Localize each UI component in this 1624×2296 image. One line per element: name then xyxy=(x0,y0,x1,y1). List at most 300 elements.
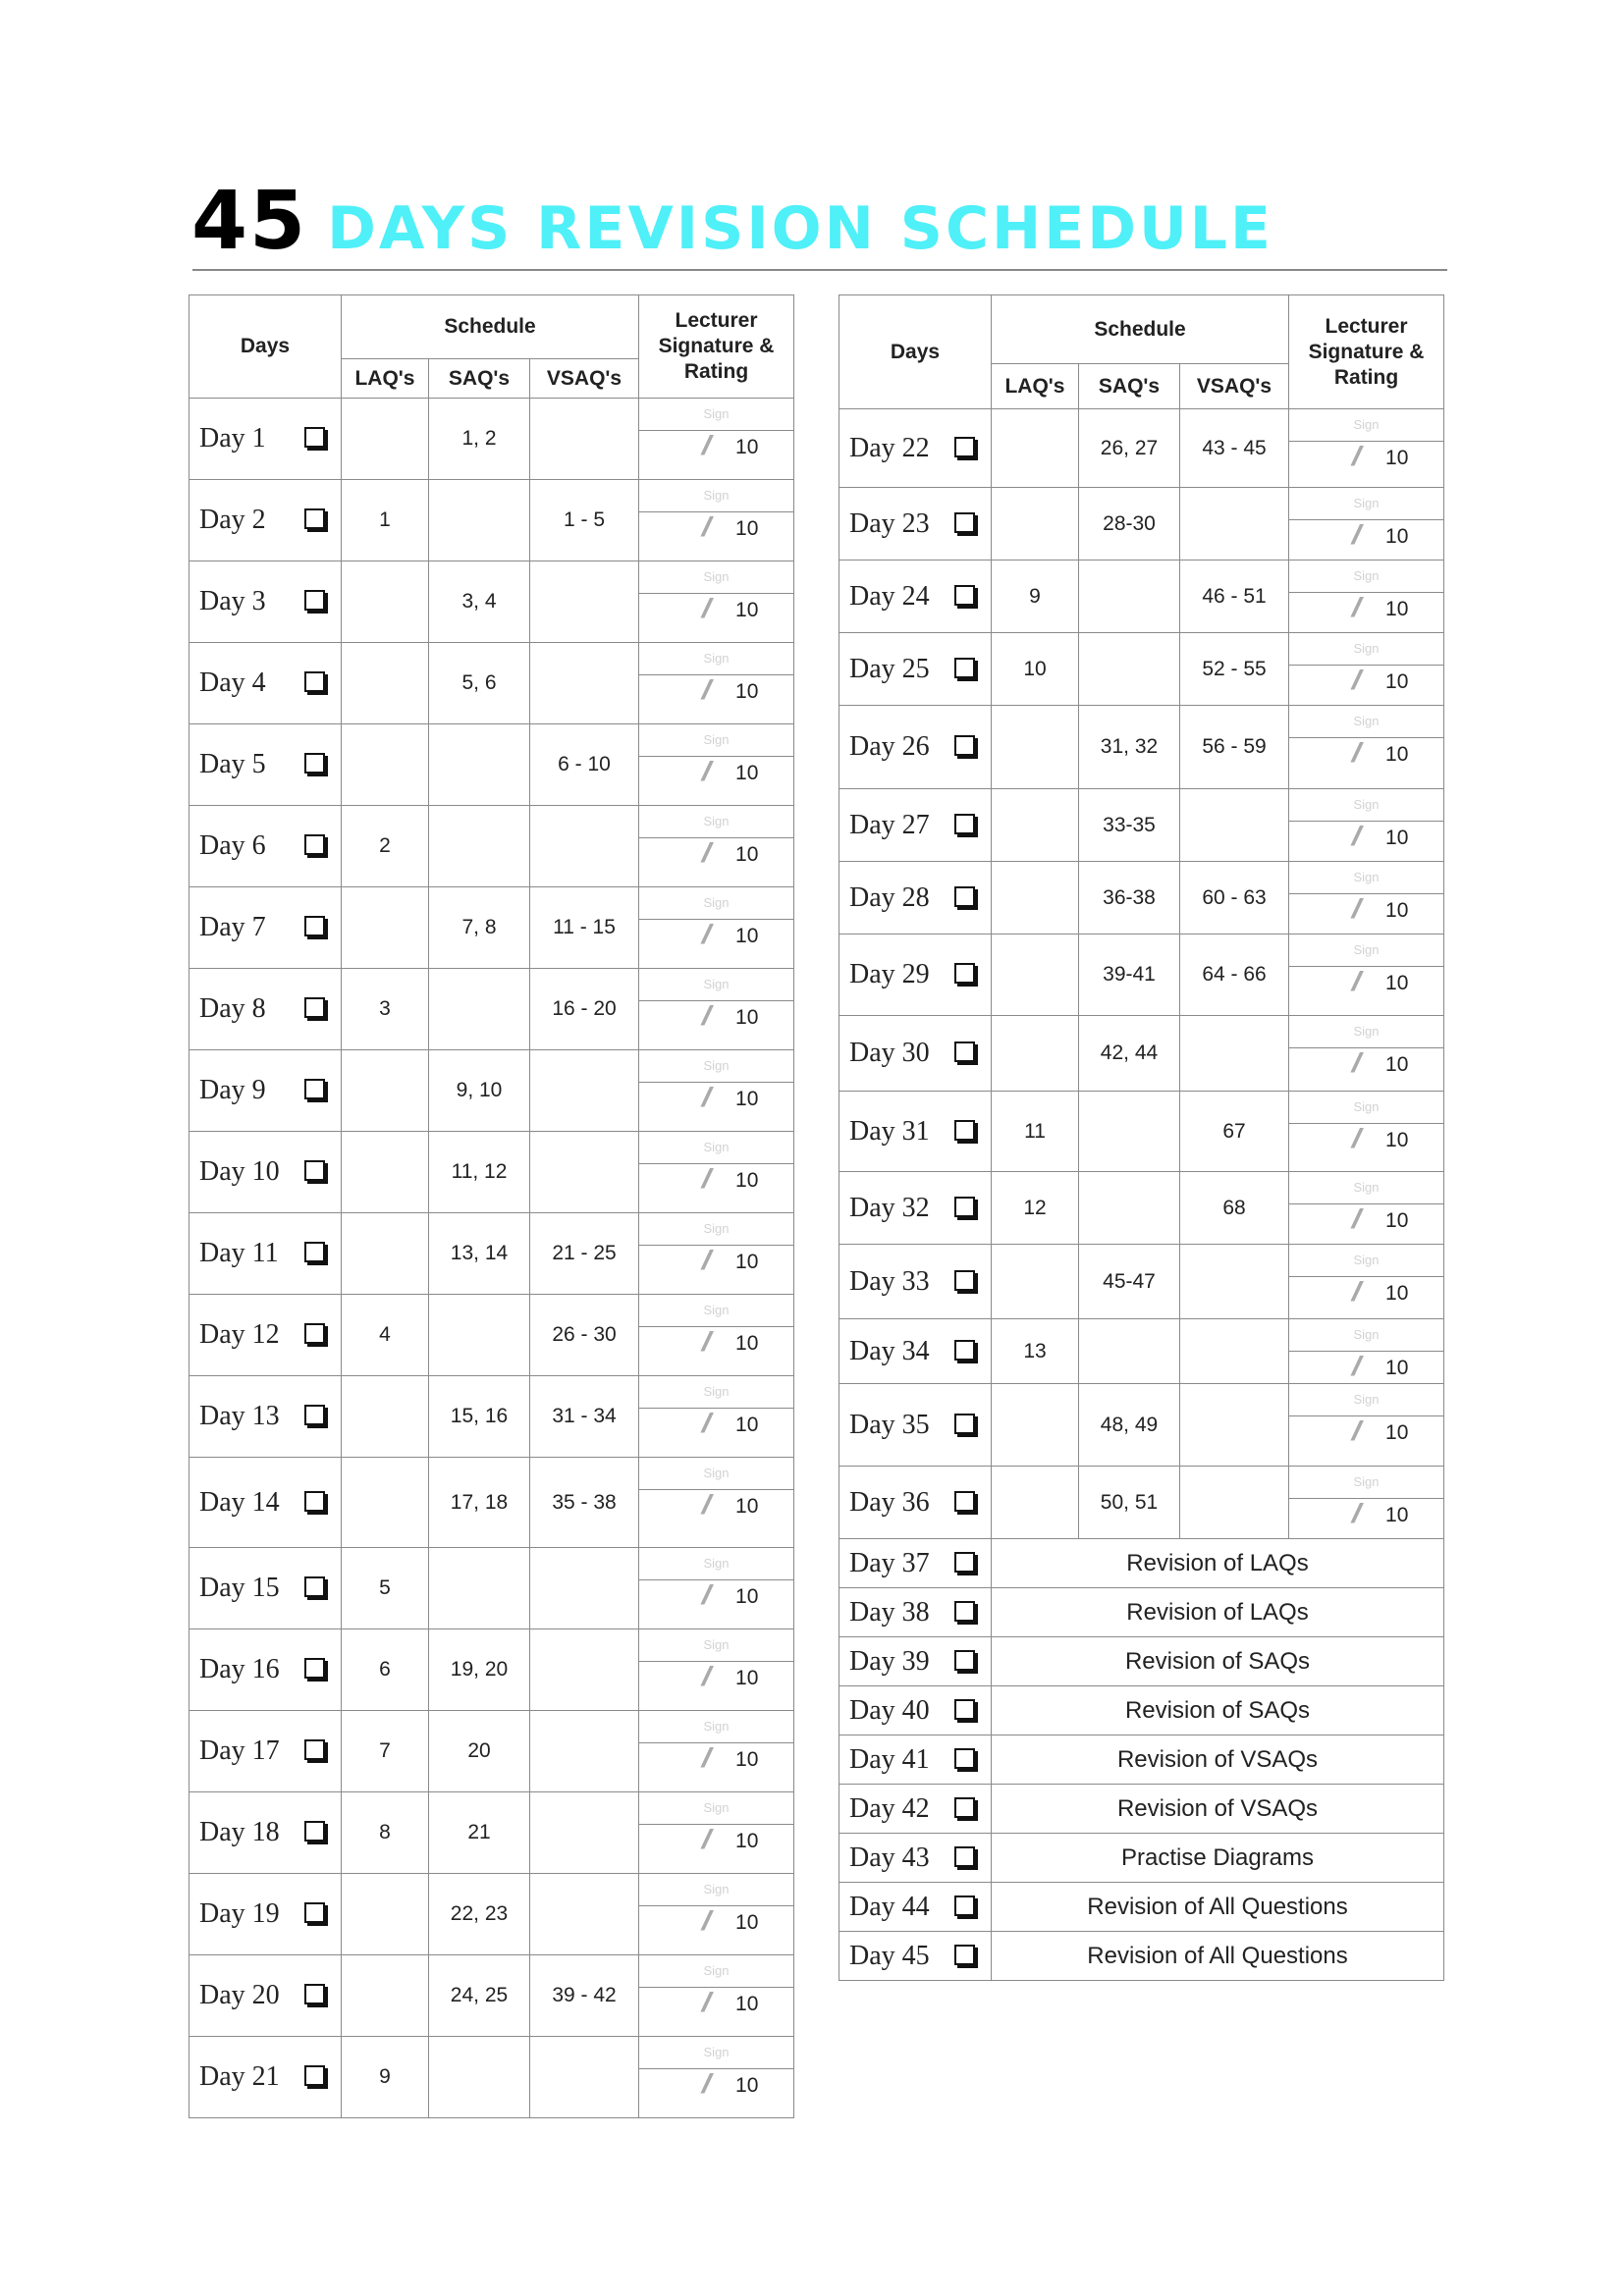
sign-field[interactable]: Sign xyxy=(1289,1467,1443,1499)
day-checkbox[interactable] xyxy=(304,1491,325,1512)
rating-slash: // xyxy=(1352,1203,1356,1234)
laq-cell xyxy=(342,1376,429,1458)
saq-cell xyxy=(1079,1319,1180,1384)
schedule-row xyxy=(189,2037,794,2118)
day-label: Day 34 xyxy=(849,1335,930,1366)
day-label: Day 6 xyxy=(199,830,266,861)
vsaq-cell: 11 - 15 xyxy=(530,887,639,969)
sign-field[interactable]: Sign xyxy=(639,1295,793,1327)
day-label: Day 8 xyxy=(199,993,266,1024)
laq-cell: 1 xyxy=(342,480,429,561)
lecturer-cell xyxy=(639,1050,794,1132)
sign-field[interactable]: Sign xyxy=(1289,934,1443,967)
day-cell xyxy=(839,706,992,789)
day-label: Day 20 xyxy=(199,1980,280,2010)
rating-max: 10 xyxy=(735,1414,759,1436)
saq-cell: 19, 20 xyxy=(429,1629,530,1711)
lecturer-box xyxy=(639,1874,793,1936)
sign-field[interactable]: Sign xyxy=(639,1548,793,1580)
day-checkbox[interactable] xyxy=(304,834,325,855)
schedule-row xyxy=(189,1629,794,1711)
day-cell xyxy=(839,409,992,488)
sign-field[interactable]: Sign xyxy=(1289,789,1443,822)
day-cell xyxy=(839,1637,992,1686)
vsaq-cell xyxy=(530,1792,639,1874)
day-checkbox[interactable] xyxy=(954,1699,975,1720)
day-label: Day 37 xyxy=(849,1547,930,1578)
day-label: Day 21 xyxy=(199,2061,280,2092)
day-checkbox[interactable] xyxy=(304,427,325,448)
schedule-body-right xyxy=(839,409,1444,1981)
laq-cell xyxy=(992,1016,1079,1092)
lecturer-box xyxy=(639,1711,793,1773)
day-label: Day 27 xyxy=(849,809,930,840)
day-label: Day 26 xyxy=(849,731,930,762)
laq-cell xyxy=(342,1213,429,1295)
day-label: Day 42 xyxy=(849,1792,930,1824)
rating-field[interactable] xyxy=(1289,520,1443,550)
saq-cell: 20 xyxy=(429,1711,530,1792)
laq-cell: 3 xyxy=(342,969,429,1050)
vsaq-cell xyxy=(530,2037,639,2118)
day-checkbox[interactable] xyxy=(954,814,975,834)
lecturer-box xyxy=(639,1050,793,1112)
saq-cell: 11, 12 xyxy=(429,1132,530,1213)
rating-slash: // xyxy=(1352,1276,1356,1307)
lecturer-box xyxy=(1289,706,1443,768)
laq-cell xyxy=(992,706,1079,789)
saq-cell: 5, 6 xyxy=(429,643,530,724)
rating-max: 10 xyxy=(1385,598,1409,620)
lecturer-cell xyxy=(1289,1319,1444,1384)
lecturer-cell xyxy=(639,1711,794,1792)
day-checkbox[interactable] xyxy=(954,1650,975,1671)
laq-cell: 12 xyxy=(992,1172,1079,1245)
lecturer-cell xyxy=(639,1458,794,1548)
rating-slash: // xyxy=(702,2068,706,2099)
lecturer-box xyxy=(1289,488,1443,550)
sign-field[interactable]: Sign xyxy=(639,724,793,757)
day-cell xyxy=(189,1295,342,1376)
day-checkbox[interactable] xyxy=(304,1323,325,1344)
laq-cell xyxy=(342,399,429,480)
saq-cell: 45-47 xyxy=(1079,1245,1180,1319)
lecturer-cell xyxy=(639,1548,794,1629)
sign-field[interactable]: Sign xyxy=(639,969,793,1001)
day-label: Day 45 xyxy=(849,1940,930,1971)
vsaq-cell: 56 - 59 xyxy=(1180,706,1289,789)
sign-field[interactable]: Sign xyxy=(639,1458,793,1490)
rating-field[interactable] xyxy=(639,1662,793,1691)
day-checkbox[interactable] xyxy=(954,735,975,756)
day-checkbox[interactable] xyxy=(304,1079,325,1099)
rating-field[interactable] xyxy=(1289,1499,1443,1528)
day-checkbox[interactable] xyxy=(304,1658,325,1679)
day-checkbox[interactable] xyxy=(954,1041,975,1062)
sign-field[interactable]: Sign xyxy=(1289,1092,1443,1124)
vsaq-header: VSAQ's xyxy=(1180,364,1289,409)
saq-cell xyxy=(1079,633,1180,706)
lecturer-box xyxy=(1289,1172,1443,1234)
rating-field[interactable] xyxy=(1289,1277,1443,1307)
rating-field[interactable] xyxy=(639,1580,793,1610)
sign-field[interactable]: Sign xyxy=(639,399,793,431)
rating-max: 10 xyxy=(735,843,759,866)
day-checkbox[interactable] xyxy=(304,1821,325,1842)
lecturer-cell xyxy=(639,806,794,887)
lecturer-box xyxy=(639,480,793,542)
lecturer-cell xyxy=(1289,789,1444,862)
day-checkbox[interactable] xyxy=(954,1270,975,1291)
rating-field[interactable] xyxy=(639,1988,793,2017)
sign-field[interactable]: Sign xyxy=(639,480,793,512)
rating-slash: // xyxy=(1352,966,1356,996)
schedule-row xyxy=(839,1092,1444,1172)
sign-field[interactable]: Sign xyxy=(639,2037,793,2069)
rating-max: 10 xyxy=(735,1006,759,1029)
rating-field[interactable] xyxy=(639,920,793,949)
revision-row xyxy=(839,1539,1444,1588)
sign-field[interactable]: Sign xyxy=(639,1711,793,1743)
day-label: Day 22 xyxy=(849,432,930,463)
saq-cell: 13, 14 xyxy=(429,1213,530,1295)
rating-slash: // xyxy=(702,511,706,542)
laq-cell xyxy=(342,1132,429,1213)
rating-field[interactable] xyxy=(639,594,793,623)
day-label: Day 43 xyxy=(849,1842,930,1873)
day-checkbox[interactable] xyxy=(304,1984,325,2004)
day-checkbox[interactable] xyxy=(954,1896,975,1916)
schedule-row xyxy=(189,1711,794,1792)
day-checkbox[interactable] xyxy=(304,1739,325,1760)
sign-field[interactable]: Sign xyxy=(639,806,793,838)
schedule-row xyxy=(839,1319,1444,1384)
day-checkbox[interactable] xyxy=(954,1945,975,1965)
rating-field[interactable] xyxy=(1289,593,1443,622)
rating-max: 10 xyxy=(1385,670,1409,693)
lecturer-box xyxy=(639,1213,793,1275)
vsaq-cell: 60 - 63 xyxy=(1180,862,1289,934)
revision-row xyxy=(839,1834,1444,1883)
day-label: Day 28 xyxy=(849,881,930,913)
rating-field[interactable] xyxy=(639,1906,793,1936)
revision-task: Revision of VSAQs xyxy=(992,1785,1444,1834)
rating-field[interactable] xyxy=(639,2069,793,2099)
laq-cell xyxy=(992,409,1079,488)
rating-slash: // xyxy=(702,1987,706,2017)
rating-max: 10 xyxy=(735,1169,759,1192)
day-checkbox[interactable] xyxy=(954,1748,975,1769)
title-divider xyxy=(192,269,1447,271)
sign-field[interactable]: Sign xyxy=(1289,633,1443,666)
rating-slash: // xyxy=(702,593,706,623)
sign-field[interactable]: Sign xyxy=(639,1376,793,1409)
schedule-table-left xyxy=(189,294,794,2118)
rating-field[interactable] xyxy=(1289,1048,1443,1078)
laq-cell xyxy=(342,1874,429,1955)
day-cell xyxy=(189,1213,342,1295)
sign-field[interactable]: Sign xyxy=(639,1792,793,1825)
day-label: Day 44 xyxy=(849,1891,930,1922)
rating-max: 10 xyxy=(1385,1421,1409,1444)
rating-slash: // xyxy=(702,1000,706,1031)
lecturer-cell xyxy=(1289,1172,1444,1245)
rating-field[interactable] xyxy=(1289,894,1443,924)
day-checkbox[interactable] xyxy=(304,1405,325,1425)
day-checkbox[interactable] xyxy=(304,916,325,936)
rating-field[interactable] xyxy=(639,1409,793,1438)
lecturer-box xyxy=(639,1295,793,1357)
day-checkbox[interactable] xyxy=(304,508,325,529)
lecturer-box xyxy=(1289,1016,1443,1078)
vsaq-cell xyxy=(530,1711,639,1792)
sign-field[interactable]: Sign xyxy=(1289,1245,1443,1277)
schedule-row xyxy=(189,724,794,806)
rating-max: 10 xyxy=(735,925,759,947)
day-cell xyxy=(189,1376,342,1458)
day-cell xyxy=(189,1132,342,1213)
day-checkbox[interactable] xyxy=(954,1120,975,1141)
rating-field[interactable] xyxy=(1289,967,1443,996)
vsaq-cell xyxy=(530,1874,639,1955)
rating-max: 10 xyxy=(1385,1282,1409,1305)
sign-field[interactable]: Sign xyxy=(639,1213,793,1246)
rating-field[interactable] xyxy=(1289,822,1443,851)
rating-field[interactable] xyxy=(639,1164,793,1194)
day-checkbox[interactable] xyxy=(954,1797,975,1818)
day-cell xyxy=(839,488,992,561)
rating-field[interactable] xyxy=(1289,1124,1443,1153)
rating-slash: // xyxy=(702,1163,706,1194)
rating-max: 10 xyxy=(735,2074,759,2097)
day-label: Day 24 xyxy=(849,580,930,612)
schedule-row xyxy=(839,561,1444,633)
day-label: Day 10 xyxy=(199,1156,280,1187)
day-cell xyxy=(189,969,342,1050)
sign-field[interactable]: Sign xyxy=(639,1629,793,1662)
rating-max: 10 xyxy=(735,1088,759,1110)
laq-cell xyxy=(992,1467,1079,1539)
day-label: Day 23 xyxy=(849,507,930,539)
day-checkbox[interactable] xyxy=(954,963,975,984)
rating-max: 10 xyxy=(1385,827,1409,849)
lecturer-cell xyxy=(639,1376,794,1458)
rating-field[interactable] xyxy=(639,1327,793,1357)
days-header: Days xyxy=(839,295,992,409)
day-cell xyxy=(839,1932,992,1981)
saq-cell xyxy=(429,2037,530,2118)
lecturer-box xyxy=(639,399,793,460)
sign-field[interactable]: Sign xyxy=(1289,706,1443,738)
sign-field[interactable]: Sign xyxy=(639,1050,793,1083)
vsaq-cell: 21 - 25 xyxy=(530,1213,639,1295)
day-label: Day 31 xyxy=(849,1115,930,1147)
day-checkbox[interactable] xyxy=(304,1242,325,1262)
day-checkbox[interactable] xyxy=(304,1160,325,1181)
sign-field[interactable]: Sign xyxy=(1289,1384,1443,1416)
rating-field[interactable] xyxy=(1289,1204,1443,1234)
day-cell xyxy=(839,1785,992,1834)
rating-field[interactable] xyxy=(639,1083,793,1112)
day-cell xyxy=(189,724,342,806)
lecturer-header: Lecturer Signature & Rating xyxy=(1289,295,1444,409)
day-cell xyxy=(189,1548,342,1629)
rating-field[interactable] xyxy=(1289,1352,1443,1381)
day-checkbox[interactable] xyxy=(954,658,975,678)
lecturer-cell xyxy=(639,399,794,480)
day-checkbox[interactable] xyxy=(954,1846,975,1867)
sign-field[interactable]: Sign xyxy=(639,643,793,675)
day-checkbox[interactable] xyxy=(304,997,325,1018)
day-label: Day 16 xyxy=(199,1654,280,1684)
day-label: Day 39 xyxy=(849,1645,930,1677)
laq-cell: 6 xyxy=(342,1629,429,1711)
schedule-row xyxy=(189,1458,794,1548)
vsaq-cell xyxy=(530,561,639,643)
day-checkbox[interactable] xyxy=(954,1491,975,1512)
day-cell xyxy=(839,789,992,862)
schedule-row xyxy=(189,1132,794,1213)
sign-field[interactable]: Sign xyxy=(1289,1016,1443,1048)
rating-slash: // xyxy=(702,1326,706,1357)
rating-max: 10 xyxy=(735,1993,759,2015)
laq-cell xyxy=(342,887,429,969)
day-label: Day 36 xyxy=(849,1486,930,1518)
saq-cell xyxy=(429,1548,530,1629)
day-checkbox[interactable] xyxy=(304,2065,325,2086)
schedule-row xyxy=(189,1213,794,1295)
vsaq-cell xyxy=(530,399,639,480)
schedule-row xyxy=(839,1467,1444,1539)
rating-field[interactable] xyxy=(639,757,793,786)
day-cell xyxy=(839,1319,992,1384)
rating-field[interactable] xyxy=(639,1001,793,1031)
day-cell xyxy=(839,1092,992,1172)
lecturer-cell xyxy=(639,1295,794,1376)
rating-field[interactable] xyxy=(639,1490,793,1520)
day-label: Day 14 xyxy=(199,1486,280,1518)
laq-cell: 5 xyxy=(342,1548,429,1629)
rating-field[interactable] xyxy=(639,1743,793,1773)
vsaq-cell: 1 - 5 xyxy=(530,480,639,561)
day-checkbox[interactable] xyxy=(954,1414,975,1434)
rating-field[interactable] xyxy=(639,1246,793,1275)
day-label: Day 40 xyxy=(849,1694,930,1726)
day-checkbox[interactable] xyxy=(954,585,975,606)
rating-field[interactable] xyxy=(639,512,793,542)
lecturer-cell xyxy=(1289,862,1444,934)
schedule-row xyxy=(189,1548,794,1629)
day-checkbox[interactable] xyxy=(304,1576,325,1597)
sign-field[interactable]: Sign xyxy=(1289,1172,1443,1204)
rating-field[interactable] xyxy=(639,675,793,705)
lecturer-header: Lecturer Signature & Rating xyxy=(639,295,794,399)
vsaq-header: VSAQ's xyxy=(530,359,639,399)
sign-field[interactable]: Sign xyxy=(639,1132,793,1164)
schedule-row xyxy=(839,1245,1444,1319)
rating-field[interactable] xyxy=(639,838,793,868)
day-cell xyxy=(839,1016,992,1092)
revision-task: Revision of LAQs xyxy=(992,1539,1444,1588)
day-checkbox[interactable] xyxy=(304,590,325,611)
day-checkbox[interactable] xyxy=(954,437,975,457)
day-checkbox[interactable] xyxy=(304,671,325,692)
lecturer-cell xyxy=(639,561,794,643)
vsaq-cell: 46 - 51 xyxy=(1180,561,1289,633)
lecturer-box xyxy=(639,2037,793,2099)
day-label: Day 4 xyxy=(199,667,266,698)
sign-field[interactable]: Sign xyxy=(1289,561,1443,593)
vsaq-cell xyxy=(1180,1245,1289,1319)
sign-field[interactable]: Sign xyxy=(639,561,793,594)
day-checkbox[interactable] xyxy=(954,512,975,533)
rating-max: 10 xyxy=(735,1748,759,1771)
day-checkbox[interactable] xyxy=(304,753,325,774)
rating-slash: // xyxy=(1352,737,1356,768)
day-cell xyxy=(839,1384,992,1467)
day-label: Day 33 xyxy=(849,1265,930,1297)
rating-field[interactable] xyxy=(639,1825,793,1854)
day-checkbox[interactable] xyxy=(304,1902,325,1923)
vsaq-cell xyxy=(530,1548,639,1629)
laq-cell xyxy=(342,724,429,806)
day-checkbox[interactable] xyxy=(954,1197,975,1217)
day-checkbox[interactable] xyxy=(954,886,975,907)
day-cell xyxy=(189,1629,342,1711)
schedule-header: Schedule xyxy=(342,295,639,359)
sign-field[interactable]: Sign xyxy=(639,1955,793,1988)
laq-cell xyxy=(992,789,1079,862)
rating-slash: // xyxy=(1352,519,1356,550)
saq-cell: 21 xyxy=(429,1792,530,1874)
saq-cell: 36-38 xyxy=(1079,862,1180,934)
rating-field[interactable] xyxy=(1289,1416,1443,1446)
lecturer-box xyxy=(1289,862,1443,924)
laq-header: LAQ's xyxy=(992,364,1079,409)
schedule-row xyxy=(189,1874,794,1955)
day-cell xyxy=(839,1883,992,1932)
lecturer-cell xyxy=(639,969,794,1050)
revision-row xyxy=(839,1883,1444,1932)
sign-field[interactable]: Sign xyxy=(1289,862,1443,894)
vsaq-cell xyxy=(530,806,639,887)
day-cell xyxy=(839,1467,992,1539)
rating-field[interactable] xyxy=(639,431,793,460)
day-checkbox[interactable] xyxy=(954,1340,975,1361)
saq-cell: 31, 32 xyxy=(1079,706,1180,789)
day-cell xyxy=(839,1588,992,1637)
saq-cell: 1, 2 xyxy=(429,399,530,480)
rating-field[interactable] xyxy=(1289,738,1443,768)
sign-field[interactable]: Sign xyxy=(639,1874,793,1906)
laq-cell xyxy=(342,643,429,724)
day-checkbox[interactable] xyxy=(954,1601,975,1622)
rating-max: 10 xyxy=(735,680,759,703)
day-checkbox[interactable] xyxy=(954,1552,975,1573)
rating-max: 10 xyxy=(735,1667,759,1689)
sign-field[interactable]: Sign xyxy=(639,887,793,920)
sign-field[interactable]: Sign xyxy=(1289,1319,1443,1352)
sign-field[interactable]: Sign xyxy=(1289,409,1443,442)
sign-field[interactable]: Sign xyxy=(1289,488,1443,520)
lecturer-cell xyxy=(1289,409,1444,488)
page-title xyxy=(191,175,1448,268)
rating-field[interactable] xyxy=(1289,666,1443,695)
lecturer-cell xyxy=(1289,706,1444,789)
rating-field[interactable] xyxy=(1289,442,1443,471)
laq-cell xyxy=(342,1458,429,1548)
saq-cell: 7, 8 xyxy=(429,887,530,969)
